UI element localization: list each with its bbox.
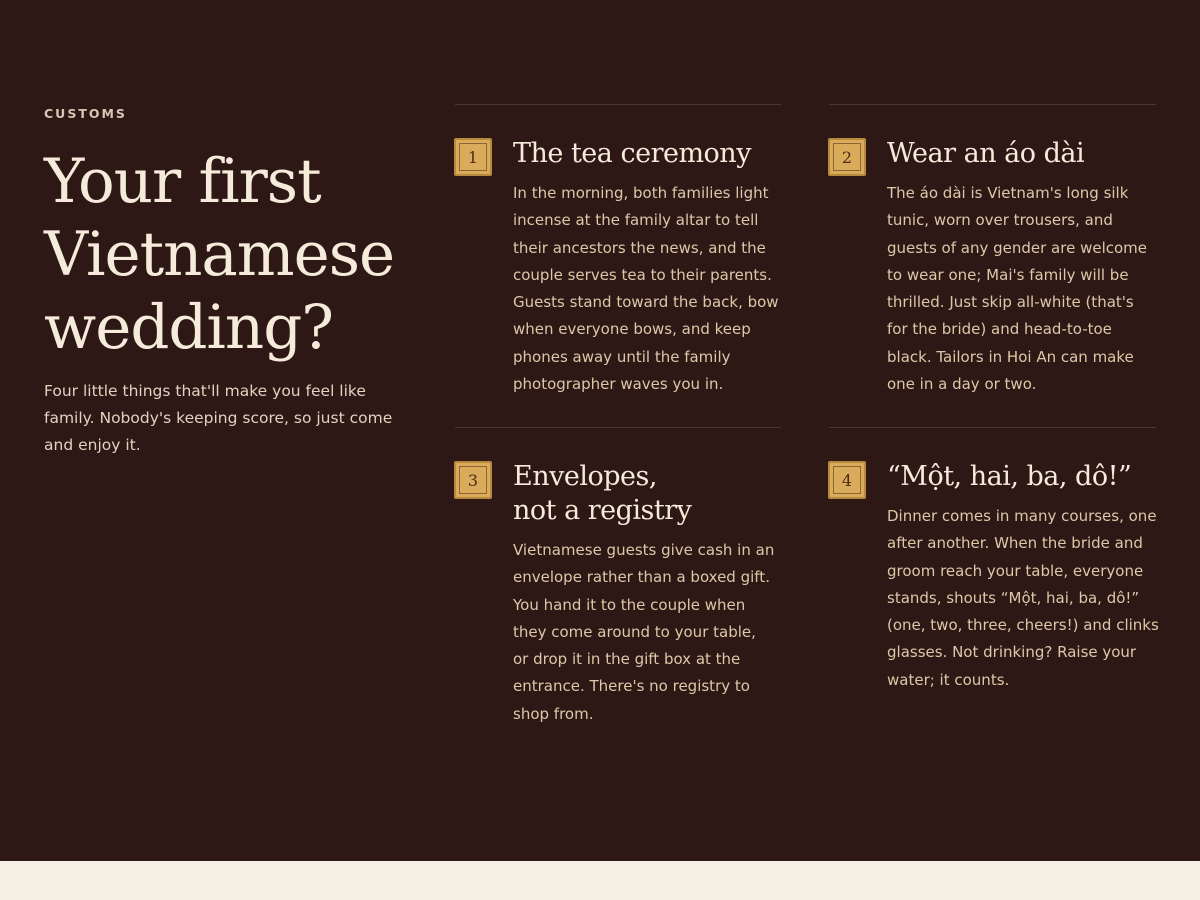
badge-number: 3 bbox=[459, 466, 487, 494]
section-lede: Four little things that'll make you feel like family. Nobody's keeping score, so just come and enjoy it. bbox=[44, 382, 393, 454]
customs-intro bbox=[44, 106, 404, 459]
badge-number: 2 bbox=[833, 143, 861, 171]
custom-card-ao-dai bbox=[829, 104, 1156, 427]
custom-card-envelopes bbox=[455, 427, 781, 747]
number-badge-icon bbox=[454, 461, 492, 499]
custom-card-toast bbox=[829, 427, 1159, 747]
card-title: The tea ceremony bbox=[513, 138, 751, 169]
card-title: Envelopes, not a registry bbox=[513, 461, 692, 526]
badge-number: 1 bbox=[459, 143, 487, 171]
card-body: Dinner comes in many courses, one after another. When the bride and groom reach your table, everyone stands, shouts “Một, hai, ba, dô!” (one, two, three, cheers!) and clinks glasses. Not drinking? Raise your water; it counts. bbox=[887, 507, 1159, 689]
number-badge-icon bbox=[828, 461, 866, 499]
section-eyebrow: CUSTOMS bbox=[44, 106, 127, 121]
custom-card-tea-ceremony bbox=[455, 104, 781, 427]
card-body: The áo dài is Vietnam's long silk tunic, worn over trousers, and guests of any gender are welcome to wear one; Mai's family will be thrilled. Just skip all-white (that's for the bride) and head-to-toe black. Tailors in Hoi An can make one in a day or two. bbox=[887, 184, 1148, 394]
card-body: In the morning, both families light incense at the family altar to tell their ancestors the news, and the couple serves tea to their parents. Guests stand toward the back, bow when everyone bows, and keep phones away until the family photographer waves you in. bbox=[513, 184, 779, 394]
next-section-edge bbox=[0, 861, 1200, 900]
number-badge-icon bbox=[828, 138, 866, 176]
badge-number: 4 bbox=[833, 466, 861, 494]
section-headline: Your first Vietnamese wedding? bbox=[44, 146, 395, 363]
card-body: Vietnamese guests give cash in an envelope rather than a boxed gift. You hand it to the couple when they come around to your table, or drop it in the gift box at the entrance. There's no registry to shop from. bbox=[513, 541, 775, 723]
card-title: Wear an áo dài bbox=[887, 138, 1085, 169]
card-title: “Một, hai, ba, dô!” bbox=[887, 461, 1132, 492]
number-badge-icon bbox=[454, 138, 492, 176]
